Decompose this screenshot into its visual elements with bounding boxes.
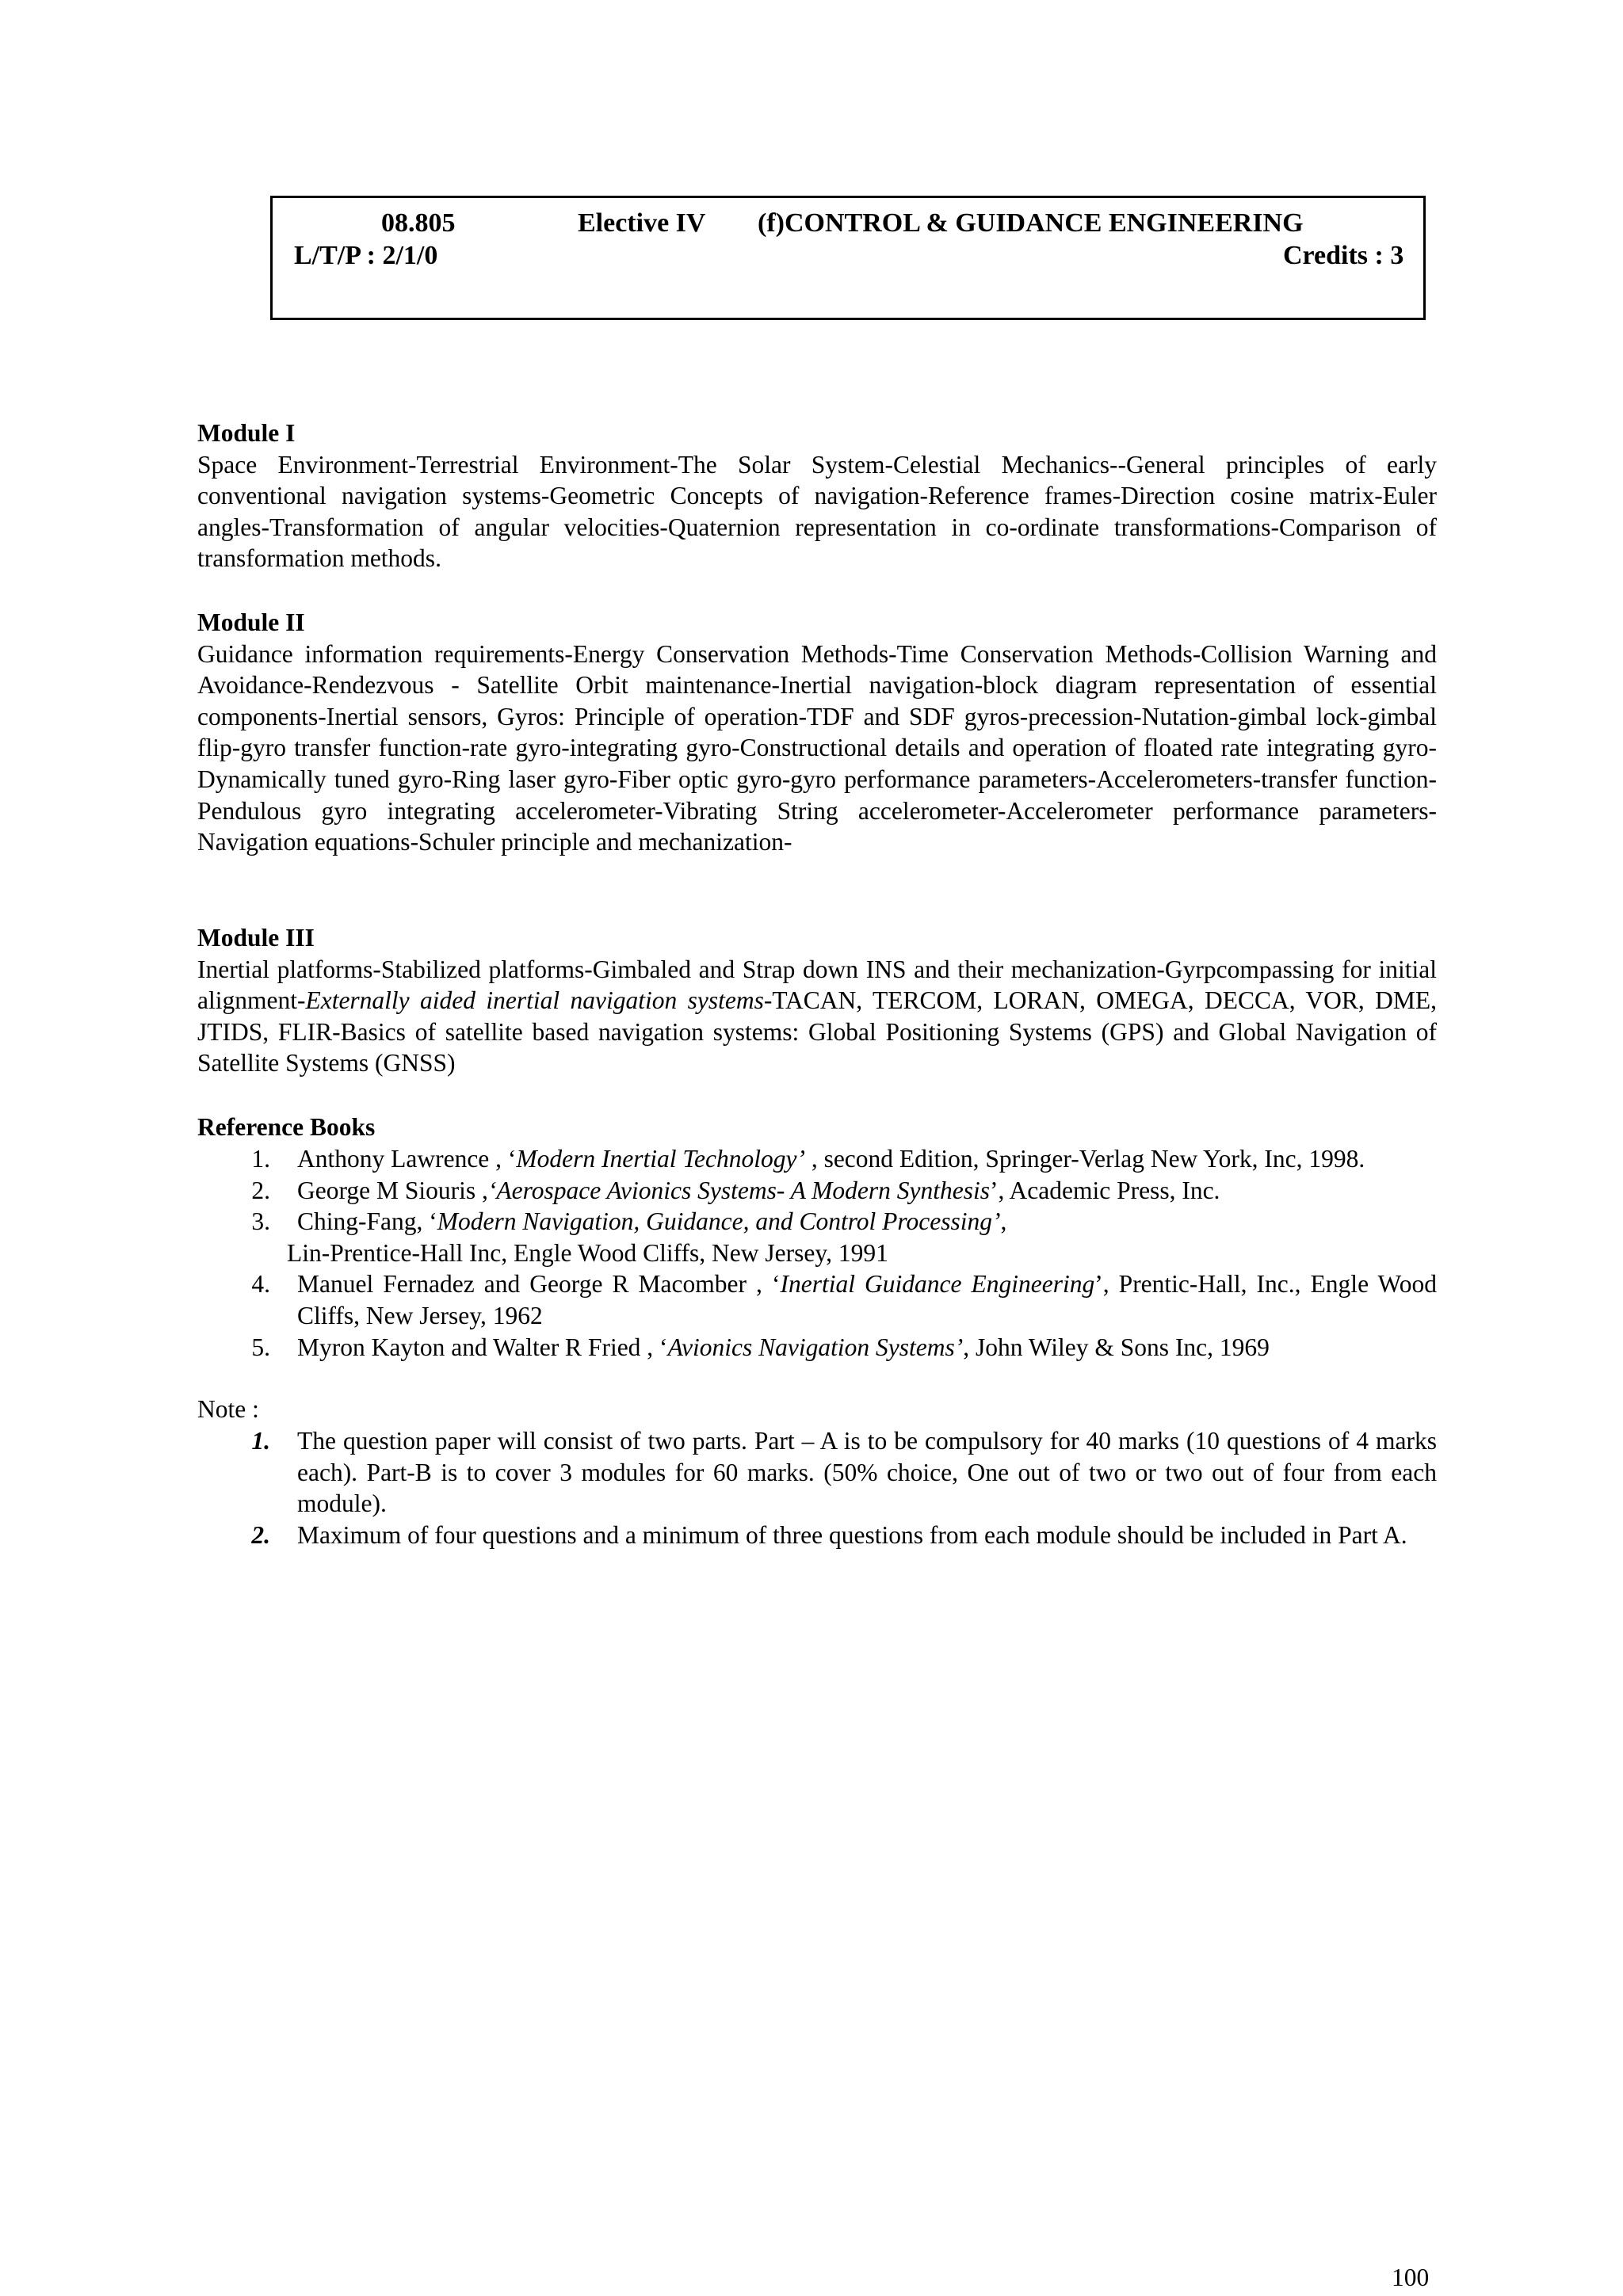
note-item bbox=[197, 1520, 1437, 1551]
course-code: 08.805 bbox=[381, 208, 456, 238]
module-3-section bbox=[197, 922, 1437, 1079]
module-2-title: Module II bbox=[197, 608, 305, 636]
note-item bbox=[197, 1425, 1437, 1520]
note-title-block bbox=[197, 1394, 1437, 1425]
reference-text: ’, Prentic-Hall, Inc., Engle Wood Cliffs, New Jersey, 1962 bbox=[297, 1270, 1437, 1329]
note-number: 2. bbox=[251, 1520, 270, 1549]
reference-text: Anthony Lawrence , ‘ bbox=[297, 1145, 517, 1173]
module-3-title: Module III bbox=[197, 924, 315, 952]
note-number: 1. bbox=[251, 1427, 270, 1455]
course-credits: Credits : 3 bbox=[1283, 241, 1404, 270]
reference-item bbox=[197, 1175, 1437, 1207]
course-title: (f)CONTROL & GUIDANCE ENGINEERING bbox=[758, 208, 1304, 238]
reference-book-title: Avionics Navigation Systems’ bbox=[667, 1333, 964, 1361]
note-list bbox=[197, 1425, 1437, 1550]
references-title-block bbox=[197, 1112, 1437, 1143]
reference-text: Manuel Fernadez and George R Macomber , ‘ bbox=[297, 1270, 781, 1299]
note-text: The question paper will consist of two parts. Part – A is to be compulsory for 40 marks (10 questions of 4 marks each). Part-B is to cover 3 modules for 60 marks. (50% choice, One out of two or two out of four from each module). bbox=[297, 1427, 1437, 1518]
reference-item bbox=[197, 1206, 1437, 1238]
note-text: Maximum of four questions and a minimum of three questions from each module should be included in Part A. bbox=[297, 1520, 1407, 1549]
reference-book-title: ‘Aerospace Avionics Systems- A Modern Synthesis bbox=[487, 1176, 991, 1204]
module-2-text: Guidance information requirements-Energy Conservation Methods-Time Conservation Methods-Collision Warning and Avoidance-Rendezvous - Satellite Orbit maintenance-Inertial navigation-block diagram representation of essential components-Inertial sensors, Gyros: Principle of operation-TDF and SDF gyros-precession-Nutation-gimbal lock-gimbal flip-gyro transfer function-rate gyro-integrating gyro-Constructional details and operation of floated rate integrating gyro-Dynamically tuned gyro-Ring laser gyro-Fiber optic gyro-gyro performance parameters-Accelerometers-transfer function-Pendulous gyro integrating accelerometer-Vibrating String accelerometer-Accelerometer performance parameters- Navigation equations-Schuler principle and mechanization- bbox=[197, 639, 1437, 856]
module-1-title: Module I bbox=[197, 419, 296, 447]
reference-text: Ching-Fang, ‘ bbox=[297, 1207, 437, 1236]
note-title: Note : bbox=[197, 1395, 259, 1423]
reference-continuation: Lin-Prentice-Hall Inc, Engle Wood Cliffs, New Jersey, 1991 bbox=[287, 1238, 888, 1267]
course-elective: Elective IV bbox=[578, 208, 706, 238]
reference-book-title: Modern Navigation, Guidance, and Control Processing’ bbox=[437, 1207, 1001, 1236]
reference-text: , John Wiley & Sons Inc, 1969 bbox=[963, 1333, 1270, 1361]
reference-text: , bbox=[1000, 1207, 1007, 1236]
course-ltp: L/T/P : 2/1/0 bbox=[294, 241, 438, 270]
references-title: Reference Books bbox=[197, 1113, 376, 1141]
reference-number: 4. bbox=[251, 1270, 270, 1299]
module-1-section bbox=[197, 418, 1437, 574]
page-number: 100 bbox=[1392, 2264, 1430, 2291]
module-1-text: Space Environment-Terrestrial Environment-The Solar System-Celestial Mechanics--General principles of early conventional navigation systems-Geometric Concepts of navigation-Reference frames-Direction cosine matrix-Euler angles-Transformation of angular velocities-Quaternion representation in co-ordinate transformations-Comparison of transformation methods. bbox=[197, 450, 1437, 573]
reference-item bbox=[197, 1143, 1437, 1175]
reference-number: 1. bbox=[251, 1145, 270, 1173]
reference-item bbox=[197, 1332, 1437, 1363]
module-2-section bbox=[197, 607, 1437, 858]
reference-book-title: Inertial Guidance Engineering bbox=[780, 1270, 1095, 1299]
reference-text: ’, Academic Press, Inc. bbox=[990, 1176, 1220, 1204]
reference-text: Myron Kayton and Walter R Fried , ‘ bbox=[297, 1333, 668, 1361]
module-3-text-italic: Externally aided inertial navigation systems bbox=[305, 986, 764, 1015]
reference-number: 2. bbox=[251, 1176, 270, 1204]
reference-item bbox=[197, 1268, 1437, 1331]
references-list bbox=[197, 1143, 1437, 1363]
module-3-text-after: -TACAN, TERCOM, LORAN, OMEGA, DECCA, VOR, DME, JTIDS, FLIR-Basics of satellite based navigation systems: Global Positioning Systems (GPS) and Global Navigation of Satellite Systems (GNSS) bbox=[197, 986, 1438, 1077]
reference-number: 3. bbox=[251, 1207, 270, 1236]
module-3-text-before: Inertial platforms-Stabilized platforms-Gimbaled and Strap down INS and their mechanization-Gyrpcompassing for initial alignment- bbox=[197, 955, 1437, 1015]
reference-text: George M Siouris , bbox=[297, 1176, 488, 1204]
reference-text: , second Edition, Springer-Verlag New York, Inc, 1998. bbox=[804, 1145, 1365, 1173]
reference-book-title: Modern Inertial Technology’ bbox=[516, 1145, 805, 1173]
reference-number: 5. bbox=[251, 1333, 270, 1361]
module-3-text bbox=[197, 954, 1437, 1079]
